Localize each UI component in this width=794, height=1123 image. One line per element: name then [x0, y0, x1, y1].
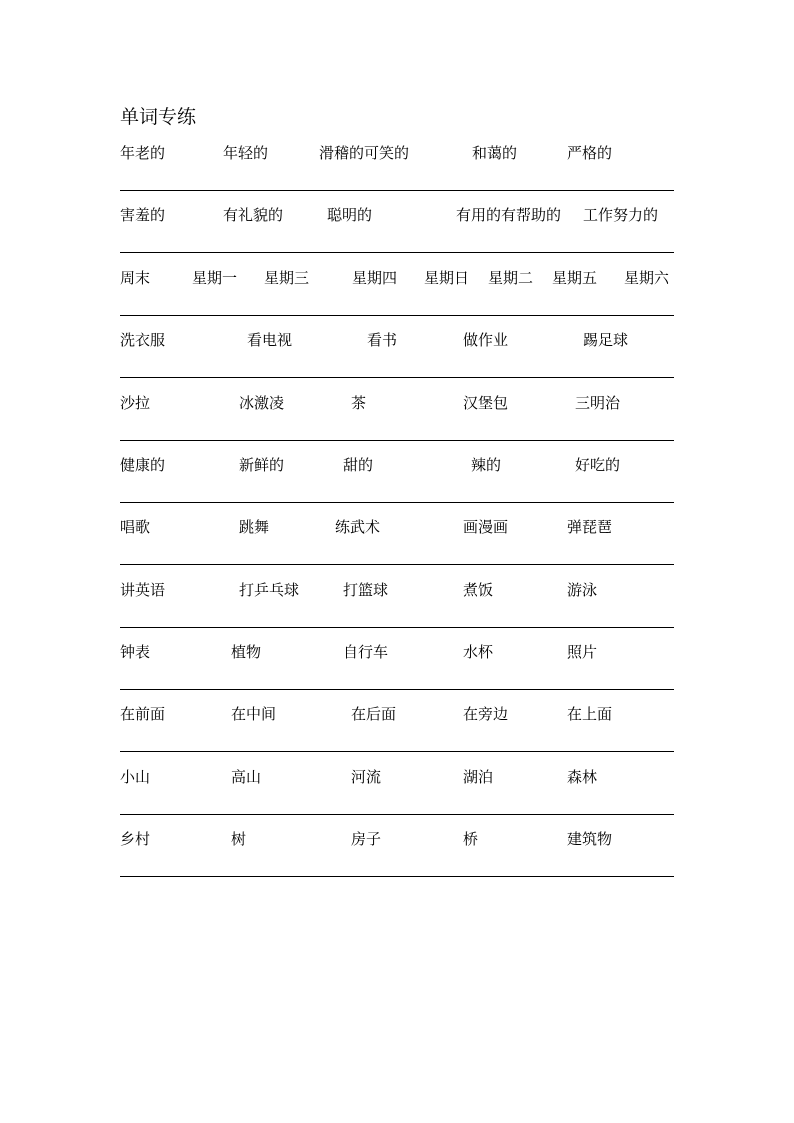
vocab-word: 树	[231, 830, 247, 848]
vocab-word: 滑稽的可笑的	[319, 144, 410, 162]
vocab-word: 年轻的	[223, 144, 269, 162]
answer-line	[120, 876, 674, 877]
vocab-word: 严格的	[567, 144, 613, 162]
vocab-word: 踢足球	[583, 331, 629, 349]
vocab-word: 打乒乓球	[239, 581, 300, 599]
answer-line	[120, 377, 674, 378]
vocab-word: 和蔼的	[472, 144, 518, 162]
vocab-word: 周末	[120, 269, 151, 287]
vocab-row	[120, 829, 674, 891]
answer-line	[120, 689, 674, 690]
vocab-word: 有礼貌的	[223, 206, 284, 224]
vocab-word: 在中间	[231, 705, 277, 723]
vocab-word: 森林	[567, 768, 598, 786]
answer-line	[120, 751, 674, 752]
vocab-word: 游泳	[567, 581, 598, 599]
vocab-word: 在上面	[567, 705, 613, 723]
vocab-word: 星期四	[352, 269, 398, 287]
vocab-row	[120, 330, 674, 392]
vocab-word: 河流	[351, 768, 382, 786]
vocab-word: 做作业	[463, 331, 509, 349]
vocab-word: 钟表	[120, 643, 151, 661]
vocab-word: 讲英语	[120, 581, 166, 599]
vocab-word: 跳舞	[239, 518, 270, 536]
vocab-word: 星期三	[264, 269, 310, 287]
vocab-word: 聪明的	[327, 206, 373, 224]
vocab-word: 练武术	[335, 518, 381, 536]
vocab-word: 煮饭	[463, 581, 494, 599]
vocab-word: 看书	[367, 331, 398, 349]
vocab-word: 年老的	[120, 144, 166, 162]
vocab-word: 星期一	[192, 269, 238, 287]
vocab-row	[120, 205, 674, 267]
vocab-word: 星期五	[552, 269, 598, 287]
vocab-word: 辣的	[471, 456, 502, 474]
vocab-word: 乡村	[120, 830, 151, 848]
vocab-word: 甜的	[343, 456, 374, 474]
vocab-row	[120, 767, 674, 829]
answer-line	[120, 627, 674, 628]
vocab-word: 植物	[231, 643, 262, 661]
answer-line	[120, 564, 674, 565]
vocab-word: 在前面	[120, 705, 166, 723]
vocab-word: 小山	[120, 768, 151, 786]
vocab-word: 在旁边	[463, 705, 509, 723]
vocab-word: 星期日	[424, 269, 470, 287]
vocab-word: 健康的	[120, 456, 166, 474]
vocab-word: 好吃的	[575, 456, 621, 474]
vocab-row	[120, 517, 674, 579]
vocab-word: 汉堡包	[463, 394, 509, 412]
vocab-word: 自行车	[343, 643, 389, 661]
vocab-word: 星期六	[624, 269, 670, 287]
vocab-row	[120, 704, 674, 766]
vocab-word: 照片	[567, 643, 598, 661]
vocab-row	[120, 393, 674, 455]
answer-line	[120, 315, 674, 316]
vocab-word: 弹琵琶	[567, 518, 613, 536]
page-title: 单词专练	[120, 106, 197, 128]
vocab-word: 工作努力的	[583, 206, 659, 224]
answer-line	[120, 502, 674, 503]
vocab-word: 新鲜的	[239, 456, 285, 474]
vocab-word: 在后面	[351, 705, 397, 723]
vocab-word: 洗衣服	[120, 331, 166, 349]
vocab-word: 桥	[463, 830, 479, 848]
vocab-word: 星期二	[488, 269, 534, 287]
answer-line	[120, 814, 674, 815]
vocab-word: 害羞的	[120, 206, 166, 224]
answer-line	[120, 190, 674, 191]
vocab-word: 三明治	[575, 394, 621, 412]
answer-line	[120, 440, 674, 441]
vocab-row	[120, 580, 674, 642]
answer-line	[120, 252, 674, 253]
vocab-word: 冰激凌	[239, 394, 285, 412]
vocab-word: 高山	[231, 768, 262, 786]
vocab-word: 水杯	[463, 643, 494, 661]
vocab-row	[120, 455, 674, 517]
vocab-word: 画漫画	[463, 518, 509, 536]
vocab-word: 建筑物	[567, 830, 613, 848]
vocab-word: 房子	[351, 830, 382, 848]
vocab-word: 看电视	[247, 331, 293, 349]
vocab-word: 湖泊	[463, 768, 494, 786]
vocab-word: 茶	[351, 394, 367, 412]
vocab-row	[120, 642, 674, 704]
vocab-word: 打篮球	[343, 581, 389, 599]
vocab-word: 有用的有帮助的	[456, 206, 562, 224]
vocab-word: 唱歌	[120, 518, 151, 536]
vocab-row	[120, 268, 674, 330]
vocab-row	[120, 143, 674, 205]
vocab-word: 沙拉	[120, 394, 151, 412]
